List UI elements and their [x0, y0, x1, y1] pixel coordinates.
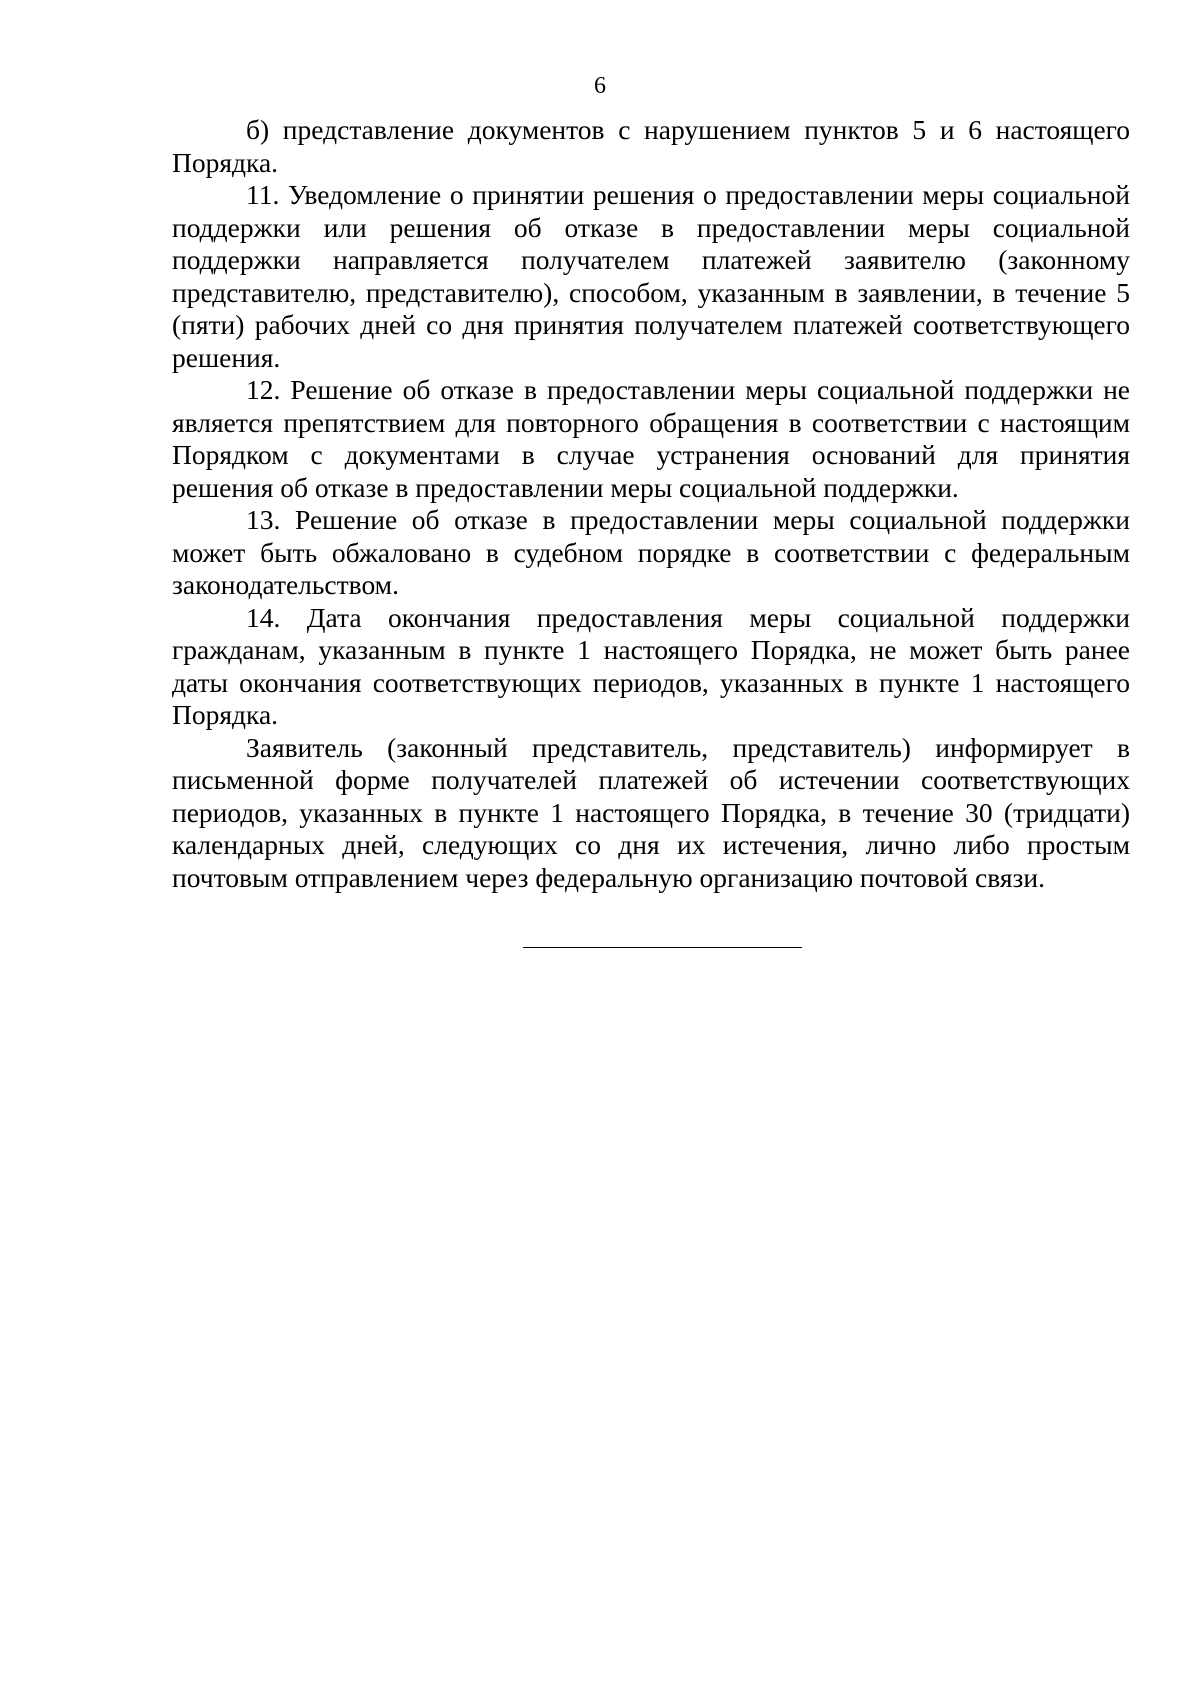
page-number: 6	[594, 73, 606, 99]
text-line: является препятствием для повторного обращения в соответствии с настоящим	[172, 406, 1130, 438]
text-line: представителю, представителю), способом, указанным в заявлении, в течение 5	[172, 276, 1130, 308]
text-line: 12. Решение об отказе в предоставлении меры социальной поддержки не	[246, 374, 1130, 405]
text-line: б) представление документов с нарушением пунктов 5 и 6 настоящего	[246, 114, 1130, 145]
text-line: может быть обжаловано в судебном порядке в соответствии с федеральным	[172, 536, 1130, 568]
text-line: календарных дней, следующих со дня их истечения, лично либо простым	[172, 829, 1130, 860]
text-line: Заявитель (законный представитель, представитель) информирует в	[246, 731, 1130, 763]
paragraph-clause-11	[172, 179, 1130, 374]
text-line: (пяти) рабочих дней со дня принятия получателем платежей соответствующего	[172, 309, 1130, 340]
text-line: 13. Решение об отказе в предоставлении меры социальной поддержки	[246, 504, 1130, 535]
text-line: 11. Уведомление о принятии решения о предоставлении меры социальной	[246, 179, 1130, 210]
text-line: письменной форме получателей платежей об истечении соответствующих	[172, 764, 1130, 795]
end-of-document-rule	[523, 947, 802, 948]
text-line: поддержки направляется получателем платежей заявителю (законному	[172, 244, 1130, 275]
text-line: периодов, указанных в пункте 1 настоящего Порядка, в течение 30 (тридцати)	[172, 796, 1130, 828]
text-line: Порядком с документами в случае устранения оснований для принятия	[172, 439, 1130, 470]
document-body	[172, 114, 1130, 894]
text-line: решения.	[172, 341, 281, 373]
text-line: Порядка.	[172, 146, 279, 178]
text-line: решения об отказе в предоставлении меры социальной поддержки.	[172, 471, 959, 503]
text-line: 14. Дата окончания предоставления меры социальной поддержки	[246, 601, 1130, 633]
paragraph-clause-12	[172, 374, 1130, 504]
paragraph-clause-14	[172, 602, 1130, 732]
text-line: поддержки или решения об отказе в предоставлении меры социальной	[172, 211, 1130, 243]
paragraph-clause-13	[172, 504, 1130, 602]
paragraph-item-b	[172, 114, 1130, 179]
text-line: почтовым отправлением через федеральную организацию почтовой связи.	[172, 861, 1045, 893]
text-line: Порядка.	[172, 699, 279, 730]
paragraph-applicant-notice	[172, 732, 1130, 895]
text-line: даты окончания соответствующих периодов, указанных в пункте 1 настоящего	[172, 666, 1130, 698]
text-line: законодательством.	[172, 569, 399, 600]
text-line: гражданам, указанным в пункте 1 настоящего Порядка, не может быть ранее	[172, 634, 1130, 665]
